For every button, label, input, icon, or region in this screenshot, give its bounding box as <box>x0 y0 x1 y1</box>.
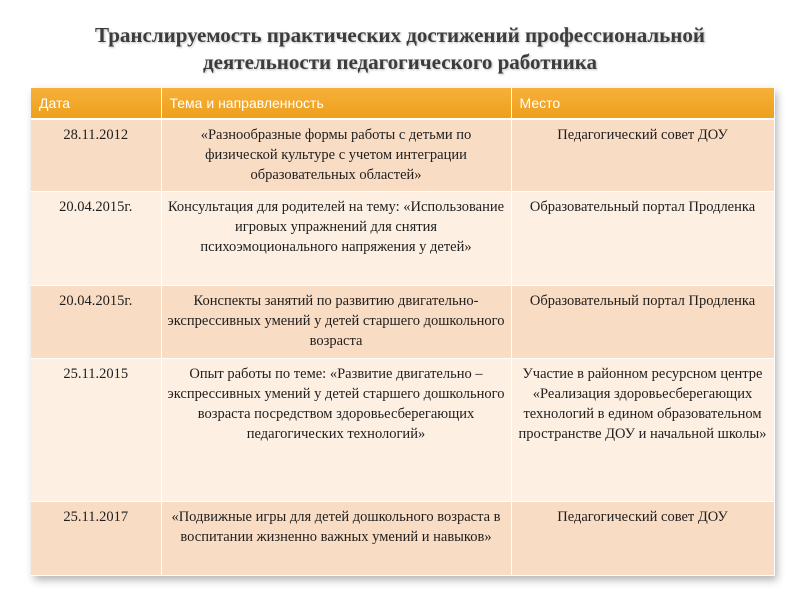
cell-date: 20.04.2015г. <box>31 285 161 358</box>
cell-topic: «Разнообразные формы работы с детьми по физической культуре с учетом интеграции образовательных областей» <box>161 119 511 191</box>
achievements-table <box>31 88 775 576</box>
cell-topic: «Подвижные игры для детей дошкольного возраста в воспитании жизненно важных умений и навыков» <box>161 501 511 576</box>
cell-topic: Консультация для родителей на тему: «Использование игровых упражнений для снятия психоэмоционального напряжения у детей» <box>161 191 511 285</box>
table-row <box>31 358 774 501</box>
cell-place: Образовательный портал Продленка <box>511 285 774 358</box>
slide-title <box>30 22 770 76</box>
cell-date: 20.04.2015г. <box>31 191 161 285</box>
cell-topic: Конспекты занятий по развитию двигательно-экспрессивных умений у детей старшего дошкольного возраста <box>161 285 511 358</box>
table-row <box>31 191 774 285</box>
title-line-2: деятельности педагогического работника <box>202 50 598 74</box>
achievements-table-container <box>31 88 774 576</box>
table-header-row <box>31 88 774 119</box>
cell-place: Образовательный портал Продленка <box>511 191 774 285</box>
cell-date: 25.11.2017 <box>31 501 161 576</box>
cell-place: Педагогический совет ДОУ <box>511 119 774 191</box>
cell-date: 28.11.2012 <box>31 119 161 191</box>
cell-place: Педагогический совет ДОУ <box>511 501 774 576</box>
table-row <box>31 285 774 358</box>
header-date: Дата <box>31 88 161 119</box>
cell-place: Участие в районном ресурсном центре «Реализация здоровьесберегающих технологий в едином образовательном пространстве ДОУ и начальной школы» <box>511 358 774 501</box>
header-topic: Тема и направленность <box>161 88 511 119</box>
header-place: Место <box>511 88 774 119</box>
title-line-1: Транслируемость практических достижений профессиональной <box>95 23 705 47</box>
cell-date: 25.11.2015 <box>31 358 161 501</box>
table-row <box>31 501 774 576</box>
table-row <box>31 119 774 191</box>
cell-topic: Опыт работы по теме: «Развитие двигательно – экспрессивных умений у детей старшего дошкольного возраста посредством здоровьесберегающих педагогических технологий» <box>161 358 511 501</box>
